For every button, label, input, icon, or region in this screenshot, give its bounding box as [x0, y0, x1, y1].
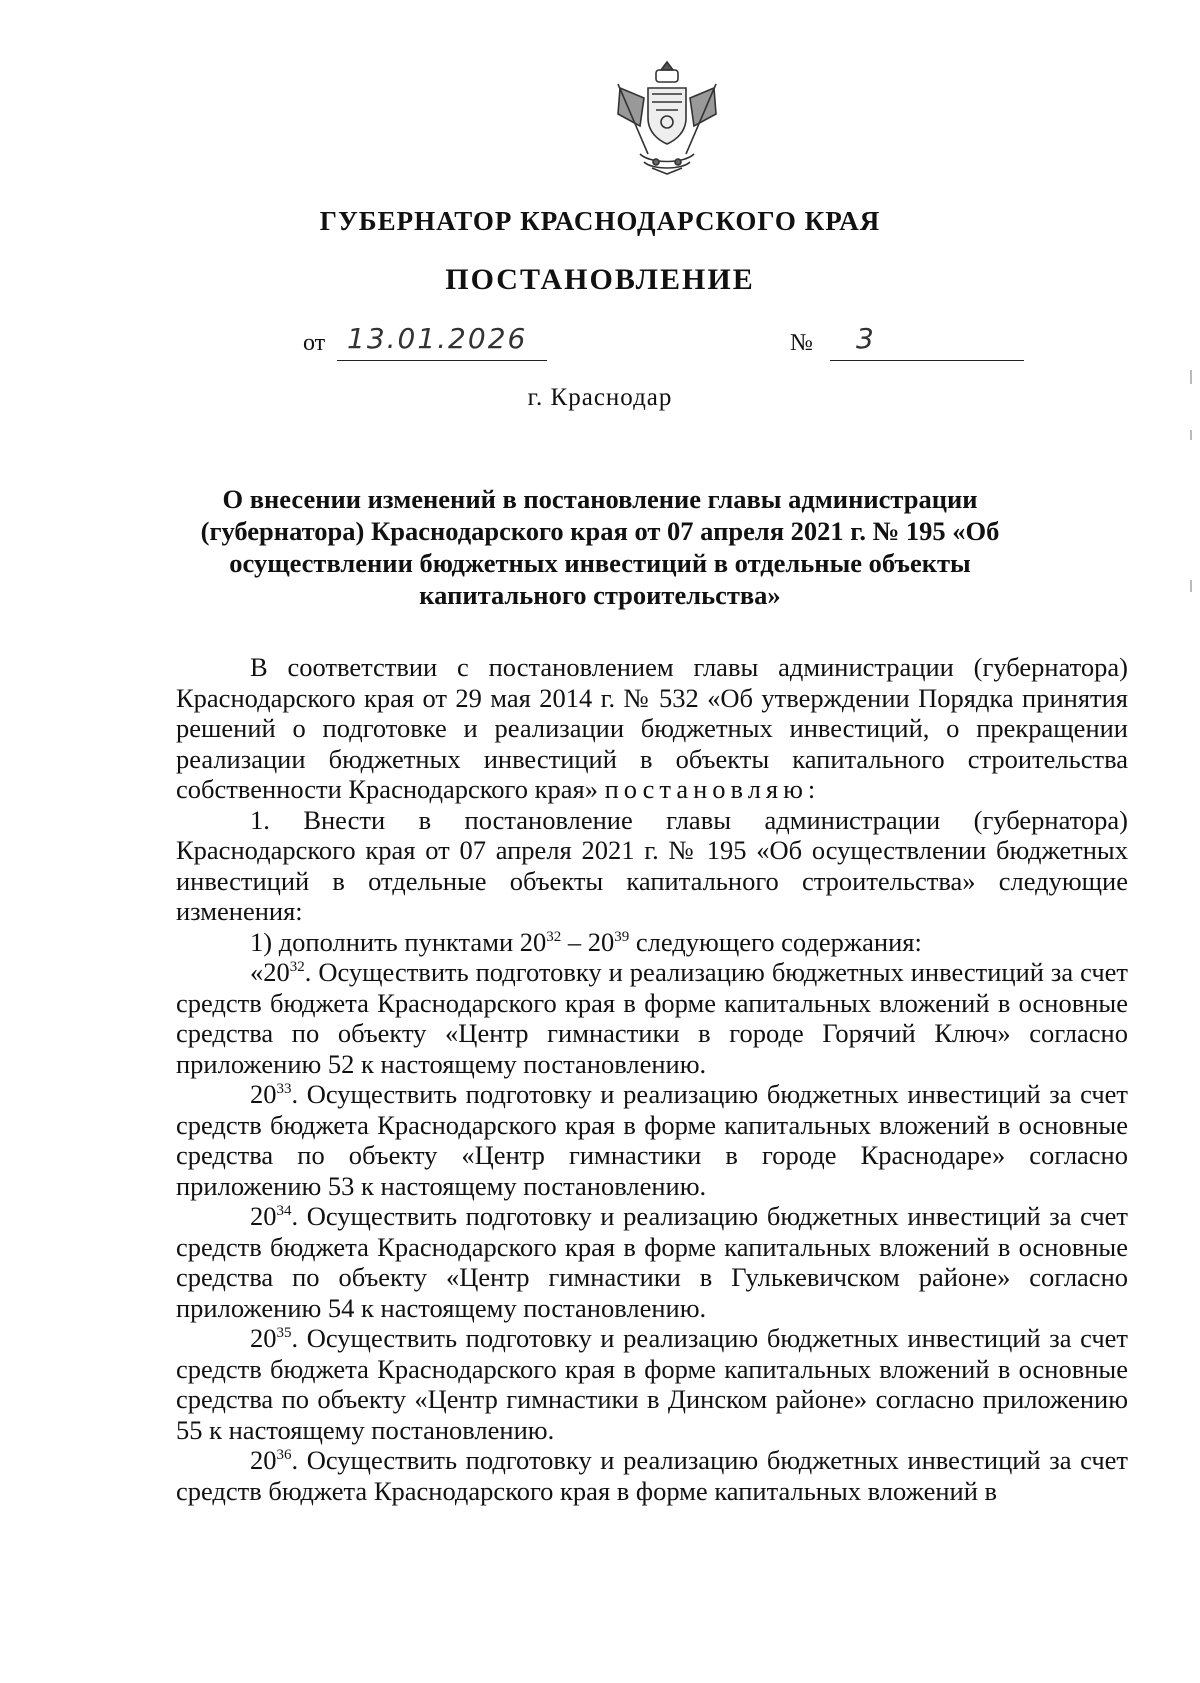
- scan-mark: [1190, 430, 1192, 440]
- scan-mark: [1190, 370, 1192, 384]
- list-item: $20^{36}$. Осуществить подготовку и реализацию бюджетных инвестиций за счет средств бюджета Краснодарского края в форме капитальных вложений в: [176, 1445, 1128, 1506]
- date-prefix: от: [303, 330, 326, 356]
- city-line: г. Краснодар: [527, 384, 673, 411]
- number-prefix: №: [790, 330, 813, 356]
- list-item: $20^{34}$. Осуществить подготовку и реализацию бюджетных инвестиций за счет средств бюджета Краснодарского края в форме капитальных вложений в основные средства по объекту «Центр гимнастики в Гулькевичском районе» согласно приложению 54 к настоящему постановлению.: [176, 1201, 1128, 1323]
- list-item: «$20^{32}$. Осуществить подготовку и реализацию бюджетных инвестиций за счет средств бюджета Краснодарского края в форме капитальных вложений в основные средства по объекту «Центр гимнастики в городе Горячий Ключ» согласно приложению 52 к настоящему постановлению.: [176, 957, 1128, 1079]
- date-field: [337, 322, 547, 361]
- document-subject: О внесении изменений в постановление главы администрации (губернатора) Краснодарского края от 07 апреля 2021 г. № 195 «Об осуществлении бюджетных инвестиций в отдельные объекты капитального строительства»: [200, 484, 1000, 610]
- list-item: $20^{33}$. Осуществить подготовку и реализацию бюджетных инвестиций за счет средств бюджета Краснодарского края в форме капитальных вложений в основные средства по объекту «Центр гимнастики в городе Краснодаре» согласно приложению 53 к настоящему постановлению.: [176, 1079, 1128, 1201]
- authority-title: ГУБЕРНАТОР КРАСНОДАРСКОГО КРАЯ: [319, 206, 881, 236]
- decree-verb: постановляю:: [604, 774, 821, 804]
- scan-mark: [1190, 580, 1192, 592]
- body-paragraph: 1) дополнить пунктами $20^{32} - 20^{39}$ следующего содержания:: [250, 926, 922, 957]
- body-paragraph: 1. Внести в постановление главы администрации (губернатора) Краснодарского края от 07 апреля 2021 г. № 195 «Об осуществлении бюджетных инвестиций в отдельные объекты капитального строительства» следующие изменения:: [176, 804, 1128, 926]
- body-paragraph: В соответствии с постановлением главы администрации (губернатора) Краснодарского края от 29 мая 2014 г. № 532 «Об утверждении Порядка принятия решений о подготовке и реализации бюджетных инвестиций, о прекращении реализации бюджетных инвестиций в объекты капитального строительства собственности Краснодарского края» постановляю:: [176, 652, 1128, 804]
- coat-of-arms-emblem: [612, 58, 722, 184]
- document-body: [176, 652, 1128, 1506]
- document-type-title: ПОСТАНОВЛЕНИЕ: [445, 263, 755, 296]
- number-field: [830, 322, 1024, 361]
- handwritten-number: 3: [856, 322, 876, 355]
- handwritten-date: 13.01.2026: [347, 322, 528, 355]
- list-item: $20^{35}$. Осуществить подготовку и реализацию бюджетных инвестиций за счет средств бюджета Краснодарского края в форме капитальных вложений в основные средства по объекту «Центр гимнастики в Динском районе» согласно приложению 55 к настоящему постановлению.: [176, 1323, 1128, 1445]
